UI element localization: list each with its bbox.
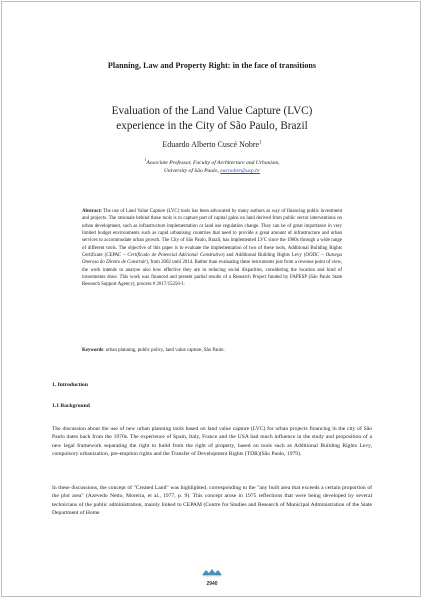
abstract-text-2: ) and Additional Building Rights Levy ( [222, 253, 306, 259]
abstract-label: Abstract: [82, 209, 102, 214]
keywords-label: Keywords [82, 348, 104, 353]
abstract-oodc: OODC – Outorga Onerosa do Direito de Construir [82, 253, 343, 266]
author-superscript: 1 [259, 140, 262, 146]
abstract-text-1: The use of Land Value Capture (LVC) tools has been advocated by many authors as way of financing public investment and projects. The rationale behind these tools is to capture part of capital gains on land derived from public sector interventions on urban development, such as infrastructure implementation or land use regulation change. They can be of great importance in very limited budget environments such as rapid urbanising countries that need to provide a great amount of infrastructure and urban services to accommodate urban growth. The City of São Paulo, Brazil, has implemented LVC since the 1980s through a wide range of different tools. The objective of this paper is to evaluate the implementation of two of these tools, Additional Building Rights Certificate ( [82, 209, 342, 259]
abstract-cepac: CEPAC – Certificado de Potencial Adicional Construtivo [106, 253, 223, 259]
conference-header: Planning, Law and Property Right: in the face of transitions [107, 61, 317, 70]
affiliation-line-1 [0, 156, 424, 167]
affiliation [0, 156, 424, 175]
affiliation-line-2 [0, 167, 424, 175]
conference-logo-icon [200, 567, 224, 577]
paper-title-line-1: Evaluation of the Land Value Capture (LVC) [111, 105, 313, 117]
affiliation-superscript: 1 [144, 157, 147, 162]
author-email-link[interactable]: eacnobre@usp.br [220, 167, 261, 174]
abstract-text-3: ), from 2002 until 2014. Rather than evaluating these instruments just from a revenue point of view, the work intends to analyse also how effective they are in reducing social disparities, considering the location and kind of investments done. This work was financed and present partial results of a Research Project funded by FAPESP (São Paulo State Research Support Agency), process # 2017/15256-1. [82, 260, 342, 288]
affiliation-text-1: Associate Professor, Faculty of Architecture and Urbanism, [146, 159, 280, 166]
paper-title-line-2: experience in the City of São Paulo, Brazil [116, 120, 308, 132]
section-heading-introduction: 1. Introduction [52, 382, 88, 388]
author-name: Eduardo Alberto Cuscé Nobre [162, 140, 260, 149]
page-number: 2940 [206, 581, 218, 587]
body-paragraph-2: In these discussions, the concept of "Created Land" was highlighted, corresponding to the "any built area that exceeds a certain proportion of the plot area" (Azevedo Netto, Moreira, et al., 1977, p. 9). This concept arose in 1975 reflections that were being developed by several technicians of the public administration, mainly linked to CEPAM (Centre for Studies and Research of Municipal Administration of the State Department of Home [52, 485, 372, 517]
body-paragraph-1: The discussion about the use of new urban planning tools based on land value capture (LVC) for urban projects financing in the city of São Paulo dates back from the 1970s. The experience of Spain, Italy, France and the USA had much influence in the study and proposition of a new legal framework separating the right to build from the right of property, based on tools such as Additional Building Rights Levy, compulsory urbanization, pre-emption rights and the Transfer of Development Rights (TDR)(São Paulo, 1979). [52, 426, 372, 458]
author [0, 140, 424, 149]
keywords [82, 347, 342, 354]
keywords-text: : urban planning, public policy, land value capture, São Paulo. [103, 348, 225, 353]
section-heading-background: 1.1 Background [52, 403, 90, 409]
affiliation-text-2: University of São Paulo, [163, 167, 221, 174]
abstract [82, 208, 342, 289]
paper-title [40, 104, 384, 134]
